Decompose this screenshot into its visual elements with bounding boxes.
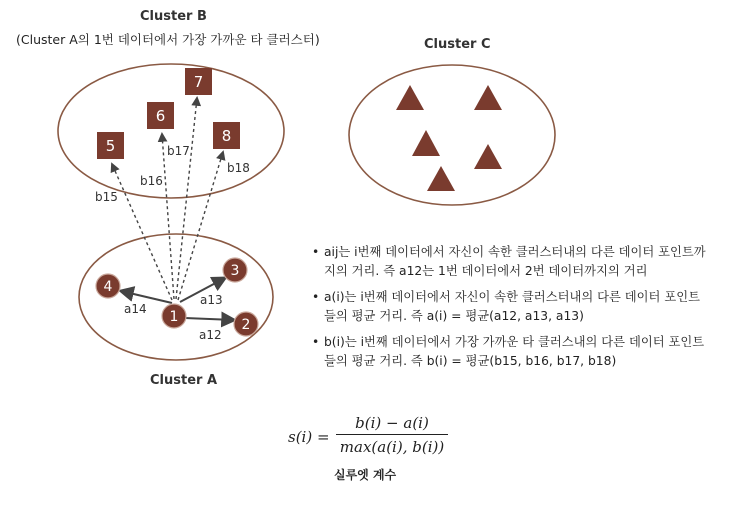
explanation-item	[312, 333, 732, 371]
formula-fraction	[336, 414, 448, 456]
explanation-line: 들의 평균 거리. 즉 b(i) = 평균(b15, b16, b17, b18)	[324, 354, 617, 368]
explanation-item	[312, 288, 732, 326]
arrow-a12	[185, 318, 234, 320]
cluster-a-title: Cluster A	[150, 373, 218, 388]
point-label-6: 6	[155, 107, 166, 125]
explanation-list	[312, 243, 732, 378]
explanation-line: 들의 평균 거리. 즉 a(i) = 평균(a12, a13, a13)	[324, 309, 584, 323]
triangle-1	[396, 85, 424, 110]
cluster-b-subtitle: (Cluster A의 1번 데이터에서 가장 가까운 타 클러스터)	[16, 32, 320, 47]
point-label-4: 4	[103, 279, 113, 295]
point-label-7: 7	[193, 73, 204, 91]
formula-lhs: s(i) =	[288, 428, 330, 446]
distance-label-a13: a13	[200, 293, 223, 307]
triangle-3	[412, 130, 440, 156]
triangle-4	[474, 144, 502, 169]
explanation-item	[312, 243, 732, 281]
point-label-1: 1	[169, 309, 179, 325]
point-label-8: 8	[221, 127, 232, 145]
triangle-5	[427, 166, 455, 191]
cluster-b-title: Cluster B	[140, 9, 207, 24]
formula-numerator: b(i) − a(i)	[355, 414, 429, 432]
distance-label-a12: a12	[199, 328, 222, 342]
point-label-3: 3	[230, 263, 240, 279]
cluster-c-ellipse	[349, 65, 555, 205]
point-label-2: 2	[241, 317, 251, 333]
formula-caption: 실루엣 계수	[334, 468, 397, 482]
arrow-b16	[162, 134, 174, 299]
triangle-2	[474, 85, 502, 110]
distance-label-b18: b18	[227, 161, 250, 175]
cluster-c-title: Cluster C	[424, 37, 491, 52]
bullet-symbol: •	[312, 245, 320, 259]
bullet-symbol: •	[312, 335, 320, 349]
distance-label-a14: a14	[124, 302, 147, 316]
formula-denominator: max(a(i), b(i))	[339, 438, 445, 456]
fraction-bar	[336, 434, 448, 435]
explanation-line: aij는 i번째 데이터에서 자신이 속한 클러스터내의 다른 데이터 포인트까	[324, 245, 706, 259]
explanation-line: 지의 거리. 즉 a12는 1번 데이터에서 2번 데이터까지의 거리	[324, 264, 648, 278]
explanation-line: b(i)는 i번째 데이터에서 가장 가까운 타 클러스내의 다른 데이터 포인트	[324, 335, 705, 349]
explanation-line: a(i)는 i번째 데이터에서 자신이 속한 클러스터내의 다른 데이터 포인트	[324, 290, 700, 304]
distance-label-b17: b17	[167, 144, 190, 158]
distance-label-b15: b15	[95, 190, 118, 204]
bullet-symbol: •	[312, 290, 320, 304]
arrow-b18	[178, 152, 223, 300]
distance-label-b16: b16	[140, 174, 163, 188]
cluster-b-ellipse	[58, 64, 284, 198]
point-label-5: 5	[105, 137, 116, 155]
